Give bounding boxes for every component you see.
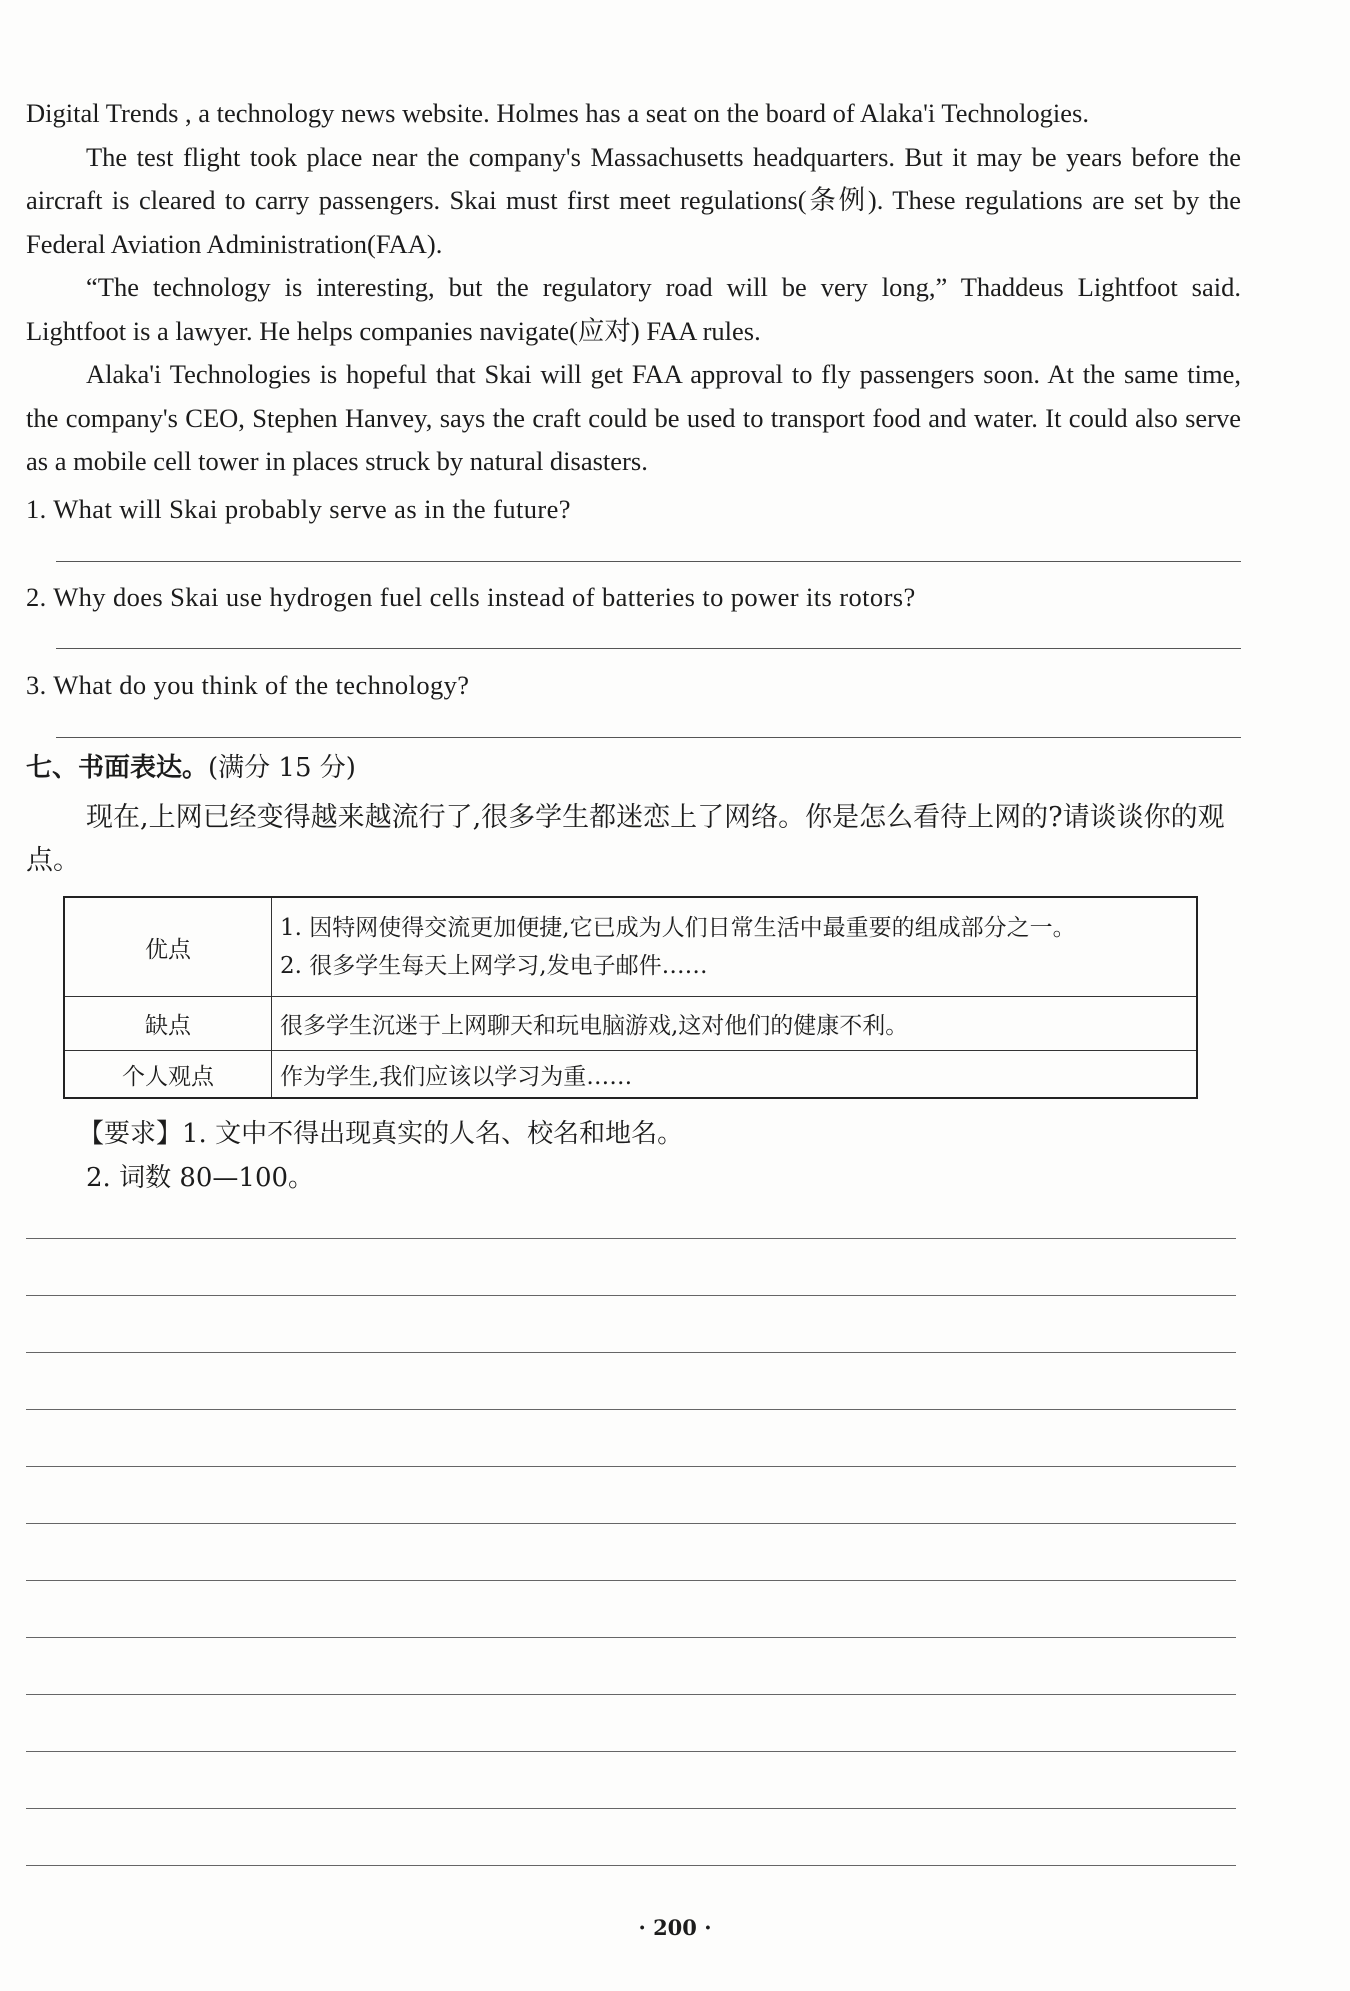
table-row bbox=[64, 997, 1197, 1051]
passage-paragraph: The test flight took place near the company's Massachusetts headquarters. But it may be years before the aircraft is cleared to carry passengers. Skai must first meet regulations(条例). These regulations are set by the Federal Aviation Administration(FAA). bbox=[26, 141, 1241, 259]
writing-line[interactable] bbox=[26, 1637, 1236, 1638]
writing-line[interactable] bbox=[26, 1808, 1236, 1809]
opinion-cell: 作为学生,我们应该以学习为重…… bbox=[272, 1051, 1198, 1099]
writing-line[interactable] bbox=[26, 1352, 1236, 1353]
advantages-label: 优点 bbox=[64, 897, 272, 997]
writing-line[interactable] bbox=[26, 1295, 1236, 1296]
disadvantages-label: 缺点 bbox=[64, 997, 272, 1051]
opinion-label: 个人观点 bbox=[64, 1051, 272, 1099]
writing-line[interactable] bbox=[26, 1238, 1236, 1239]
advantages-cell bbox=[272, 897, 1198, 997]
writing-line[interactable] bbox=[26, 1751, 1236, 1752]
writing-line[interactable] bbox=[26, 1523, 1236, 1524]
answer-line[interactable] bbox=[56, 561, 1241, 562]
question-text: 1. What will Skai probably serve as in the future? bbox=[26, 494, 571, 524]
question-1 bbox=[26, 488, 1241, 562]
page-number: · 200 · bbox=[638, 1915, 712, 1940]
writing-line[interactable] bbox=[26, 1865, 1236, 1866]
advantage-item: 2. 很多学生每天上网学习,发电子邮件…… bbox=[280, 953, 708, 979]
passage-paragraph: Digital Trends , a technology news website. Holmes has a seat on the board of Alaka'i Technologies. bbox=[26, 98, 1089, 128]
table-row bbox=[64, 897, 1197, 997]
writing-line[interactable] bbox=[26, 1694, 1236, 1695]
answer-line[interactable] bbox=[56, 737, 1241, 738]
answer-line[interactable] bbox=[56, 648, 1241, 649]
question-text: 2. Why does Skai use hydrogen fuel cells instead of batteries to power its rotors? bbox=[26, 582, 916, 612]
table-row bbox=[64, 1051, 1197, 1099]
question-2 bbox=[26, 576, 1241, 649]
question-3 bbox=[26, 664, 1241, 738]
writing-prompt: 现在,上网已经变得越来越流行了,很多学生都迷恋上了网络。你是怎么看待上网的?请谈谈你的观点。 bbox=[26, 802, 1225, 876]
passage-paragraph: “The technology is interesting, but the regulatory road will be very long,” Thaddeus Lightfoot said. Lightfoot is a lawyer. He helps companies navigate(应对) FAA rules. bbox=[26, 272, 1241, 346]
outline-table bbox=[63, 896, 1198, 1099]
requirement-1: 【要求】1. 文中不得出现真实的人名、校名和地名。 bbox=[78, 1119, 684, 1149]
writing-line[interactable] bbox=[26, 1466, 1236, 1467]
writing-line[interactable] bbox=[26, 1580, 1236, 1581]
disadvantages-cell: 很多学生沉迷于上网聊天和玩电脑游戏,这对他们的健康不利。 bbox=[272, 997, 1198, 1051]
requirement-2: 2. 词数 80—100。 bbox=[86, 1163, 315, 1193]
writing-line[interactable] bbox=[26, 1409, 1236, 1410]
section-score: (满分 15 分) bbox=[208, 753, 356, 783]
section-title bbox=[26, 748, 356, 788]
advantage-item: 1. 因特网使得交流更加便捷,它已成为人们日常生活中最重要的组成部分之一。 bbox=[280, 915, 1076, 941]
writing-area[interactable] bbox=[26, 1238, 1236, 1922]
reading-passage bbox=[26, 92, 1241, 484]
section-heading: 七、书面表达。 bbox=[26, 753, 209, 783]
question-text: 3. What do you think of the technology? bbox=[26, 670, 470, 700]
passage-paragraph: Alaka'i Technologies is hopeful that Skai will get FAA approval to fly passengers soon. At the same time, the company's CEO, Stephen Hanvey, says the craft could be used to transport food and water. It could also serve as a mobile cell tower in places struck by natural disasters. bbox=[26, 359, 1241, 476]
